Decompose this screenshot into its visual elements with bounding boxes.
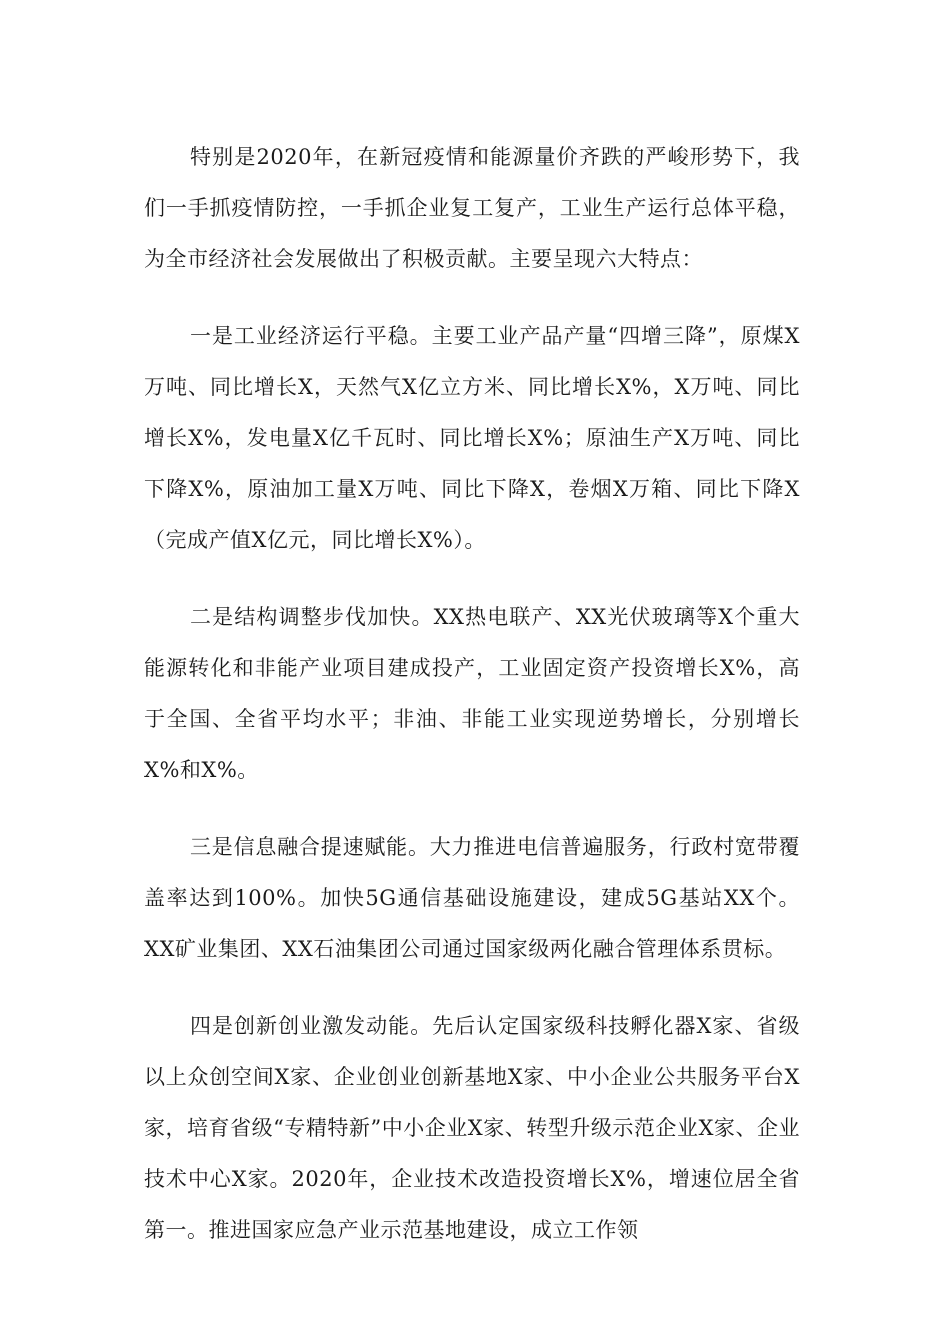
paragraph-feature-4: 四是创新创业激发动能。先后认定国家级科技孵化器X家、省级以上众创空间X家、企业创业创新基地X家、中小企业公共服务平台X家，培育省级“专精特新”中小企业X家、转型升级示范企业X家、企业技术中心X家。2020年，企业技术改造投资增长X%，增速位居全省第一。推进国家应急产业示范基地建设，成立工作领	[144, 1014, 800, 1242]
paragraph-feature-3: 三是信息融合提速赋能。大力推进电信普遍服务，行政村宽带覆盖率达到100%。加快5G通信基础设施建设，建成5G基站XX个。XX矿业集团、XX石油集团公司通过国家级两化融合管理体系贯标。	[144, 835, 800, 961]
paragraph-gap	[144, 566, 800, 592]
paragraph-feature-2: 二是结构调整步伐加快。XX热电联产、XX光伏玻璃等X个重大能源转化和非能产业项目建成投产，工业固定资产投资增长X%，高于全国、全省平均水平；非油、非能工业实现逆势增长，分别增长X%和X%。	[144, 605, 800, 782]
document-body	[144, 132, 800, 1256]
paragraph-intro: 特别是2020年，在新冠疫情和能源量价齐跌的严峻形势下，我们一手抓疫情防控，一手抓企业复工复产，工业生产运行总体平稳，为全市经济社会发展做出了积极贡献。主要呈现六大特点：	[144, 145, 800, 271]
paragraph-feature-1: 一是工业经济运行平稳。主要工业产品产量“四增三降”，原煤X万吨、同比增长X，天然气X亿立方米、同比增长X%，X万吨、同比增长X%，发电量X亿千瓦时、同比增长X%；原油生产X万吨、同比下降X%，原油加工量X万吨、同比下降X，卷烟X万箱、同比下降X（完成产值X亿元，同比增长X%）。	[144, 324, 800, 552]
paragraph-gap	[144, 285, 800, 311]
paragraph-gap	[144, 975, 800, 1001]
paragraph-gap	[144, 796, 800, 822]
